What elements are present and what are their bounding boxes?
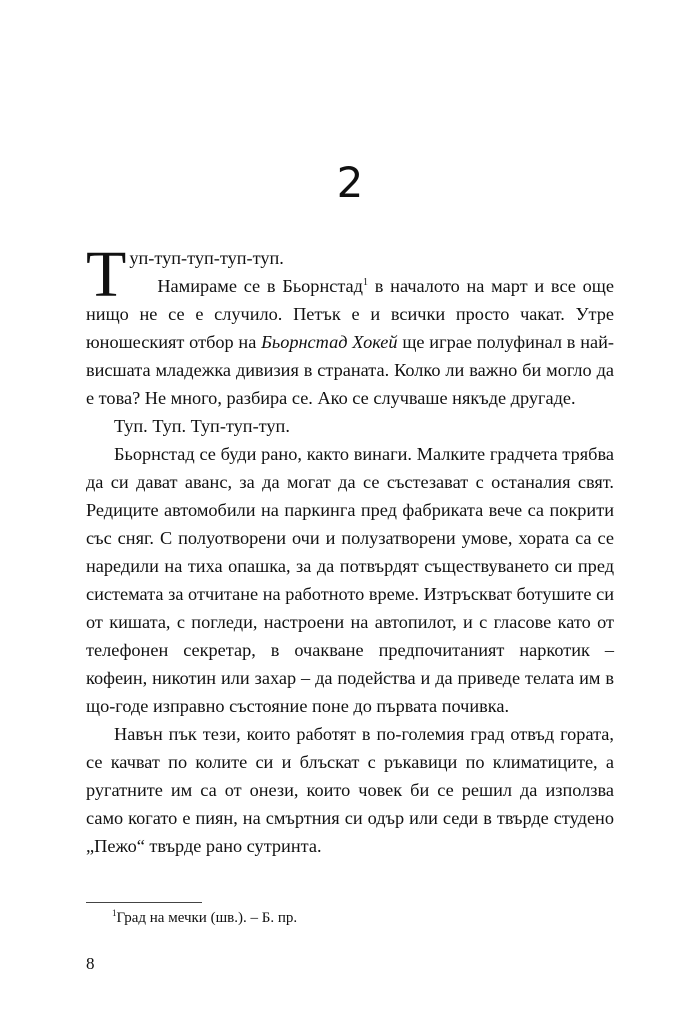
paragraph-1 <box>86 238 614 412</box>
body-text <box>86 238 614 860</box>
paragraph-1-text-a: Намираме се в Бьорнстад <box>157 276 363 296</box>
paragraph-2: Туп. Туп. Туп-туп-туп. <box>114 416 290 436</box>
paragraph-1-line-1: уп-туп-туп-туп-туп. <box>129 248 284 268</box>
paragraph-3: Бьорнстад се буди рано, както винаги. Малките градчета трябва да си дават аванс, за да могат да се състезават с останалия свят. Редиците автомобили на паркинга пред фабриката вече са покрити със сняг. С полуотворени очи и полузатворени умове, хората са се наредили на тиха опашка, за да потвърдят съществуването си пред системата за отчитане на работното време. Изтръскват ботушите си от кишата, с погледи, настроени на автопилот, и с гласове като от телефонен секретар, в очакване предпочитаният наркотик – кофеин, никотин или захар – да подейства и да приведе телата им в що-годе изправно състояние поне до първата почивка. <box>86 444 614 716</box>
team-name: Бьорнстад Хокей <box>261 332 398 352</box>
drop-cap: Т <box>86 238 127 311</box>
page-number: 8 <box>86 954 95 973</box>
paragraph-4: Навън пък тези, които работят в по-големия град отвъд гората, се качват по колите си и блъскат с ръкавици по климатиците, а ругатните им са от онези, които човек би се решил да използва само когато е пиян, на смъртния си одър или седи в твърде студено „Пежо“ твърде рано сутринта. <box>86 724 614 856</box>
footnote-marker: 1 <box>112 908 117 918</box>
paragraph-1-text-c: ще играе полуфинал в най-висшата младежка дивизия в страната. Колко ли важно би могло да е това? Не много, разбира се. Ако се случваше някъде другаде. <box>86 332 614 408</box>
footnote-text: Град на мечки (шв.). – Б. пр. <box>116 910 298 926</box>
footnote <box>112 908 297 928</box>
chapter-number: 2 <box>336 158 364 207</box>
footnote-reference: 1 <box>362 277 368 288</box>
paragraph-1-text-b: в началото на март и все още нищо не се е случило. Петък е и всички просто чакат. Утре юношеският отбор на <box>86 276 614 352</box>
footnote-divider <box>86 902 202 903</box>
